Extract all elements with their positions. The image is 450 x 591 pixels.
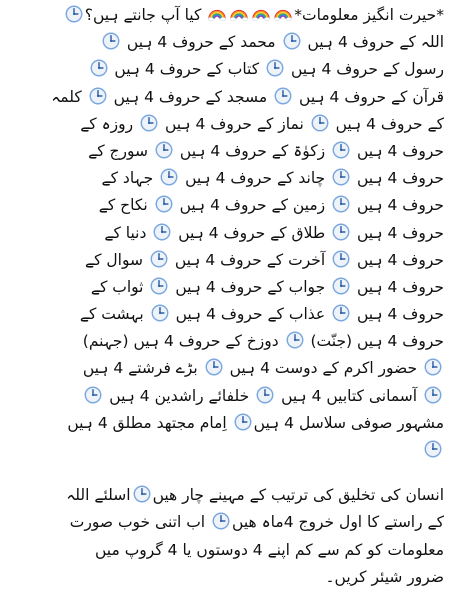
- message-text: نکاح کے: [98, 196, 153, 215]
- clock-icon: [332, 277, 350, 295]
- clock-icon: [283, 32, 301, 50]
- message-text: حضور اکرم کے دوست 4 ہیں: [224, 359, 422, 378]
- message-text: آخرت کے حروف 4 ہیں: [169, 250, 331, 269]
- clock-icon: [155, 141, 173, 159]
- clock-icon: [332, 168, 350, 186]
- clock-icon: [140, 114, 158, 132]
- rainbow-icon: [230, 5, 248, 23]
- message-line: [8, 138, 444, 165]
- message-text: عذاب کے حروف 4 ہیں: [170, 305, 331, 324]
- message-text: مسجد کے حروف 4 ہیں: [108, 87, 273, 106]
- rainbow-icon: [208, 5, 226, 23]
- message-line: [8, 274, 444, 301]
- message-text: اب اتنی خوب صورت: [69, 513, 211, 532]
- message-text: طلاق کے حروف 4 ہیں: [173, 223, 331, 242]
- message-text: آسمانی کتابیں 4 ہیں: [276, 386, 422, 405]
- clock-icon: [424, 386, 442, 404]
- message-text: زکوٰۃ کے حروف 4 ہیں: [174, 141, 331, 160]
- clock-icon: [274, 87, 292, 105]
- clock-icon: [150, 250, 168, 268]
- message-line: [8, 111, 444, 138]
- message-header-line: [8, 2, 444, 29]
- rainbow-icon: [252, 5, 270, 23]
- message-line: [8, 355, 444, 382]
- message-text: چاند کے حروف 4 ہیں: [180, 169, 331, 188]
- message-text: نماز کے حروف 4 ہیں: [160, 114, 309, 133]
- message-line: [8, 56, 444, 83]
- clock-icon: [133, 485, 151, 503]
- message-line: [8, 410, 444, 437]
- message-text: جواب کے حروف 4 ہیں: [170, 277, 331, 296]
- message-text: قرآن کے حروف 4 ہیں: [294, 87, 444, 106]
- message-line: [8, 29, 444, 56]
- message-text: حروف 4 ہیں: [352, 277, 444, 296]
- message-text: کتاب کے حروف 4 ہیں: [109, 60, 265, 79]
- clock-icon: [311, 114, 329, 132]
- message-text: کے حروف 4 ہیں: [330, 114, 444, 133]
- clock-icon: [89, 87, 107, 105]
- message-line: [8, 383, 444, 410]
- clock-icon: [205, 358, 223, 376]
- message-line: [8, 192, 444, 219]
- clock-icon: [160, 168, 178, 186]
- message-text: کلمہ: [51, 87, 87, 106]
- message-footer-line: [8, 537, 444, 564]
- message-footer-line: [8, 564, 444, 591]
- message-text: حروف 4 ہیں: [352, 169, 444, 188]
- message-line: [8, 247, 444, 274]
- clock-icon: [151, 304, 169, 322]
- message-text: حروف 4 ہیں: [352, 250, 444, 269]
- message-text: حروف 4 ہیں: [352, 223, 444, 242]
- message-line: [8, 84, 444, 111]
- message-text: اسلئے اللہ: [66, 486, 131, 505]
- paragraph-gap: [8, 464, 444, 482]
- clock-icon: [332, 304, 350, 322]
- message-text: معلومات کو کم سے کم اپنے 4 دوستوں یا 4 گروپ میں: [95, 540, 444, 559]
- clock-icon: [266, 59, 284, 77]
- clock-icon: [424, 358, 442, 376]
- message-text: انسان کی تخلیق کی ترتیب کے مہینے چار ھیں: [152, 486, 444, 505]
- clock-icon: [332, 250, 350, 268]
- clock-icon: [153, 223, 171, 241]
- message-line: [8, 220, 444, 247]
- message-text: رسول کے حروف 4 ہیں: [286, 60, 444, 79]
- clock-icon: [84, 386, 102, 404]
- message-text: ثواب کے: [90, 277, 149, 296]
- message-header: *حیرت انگیز معلومات*: [294, 6, 444, 24]
- message-text: خلفائے راشدین 4 ہیں: [104, 386, 255, 405]
- message-footer-line: [8, 482, 444, 509]
- message-text: جہاد کے: [101, 169, 159, 188]
- clock-icon: [150, 277, 168, 295]
- message-text: حروف 4 ہیں: [352, 141, 444, 160]
- clock-icon: [424, 440, 442, 458]
- clock-icon: [65, 5, 83, 23]
- message-text: سوال کے: [85, 250, 148, 269]
- clock-icon: [155, 195, 173, 213]
- message-footer-line: [8, 509, 444, 536]
- message-text: بڑے فرشتے 4 ہیں: [82, 359, 203, 378]
- clock-icon: [90, 59, 108, 77]
- message-text: مشہور صوفی سلاسل 4 ہیں: [253, 413, 444, 432]
- message-text: سورج کے: [88, 141, 153, 160]
- message-text: بہشت کے: [79, 305, 149, 324]
- message-line: [8, 437, 444, 464]
- clock-icon: [332, 195, 350, 213]
- message-text: اِمام مجتھد مطلق 4 ہیں: [67, 413, 232, 432]
- clock-icon: [102, 32, 120, 50]
- message-line: [8, 165, 444, 192]
- message-text: حروف 4 ہیں: [352, 305, 444, 324]
- message-text: حروف 4 ہیں (جنّت): [305, 332, 444, 351]
- message-question: کیا آپ جانتے ہیں؟: [84, 6, 207, 24]
- message-text: روزہ کے: [80, 114, 139, 133]
- clock-icon: [212, 512, 230, 530]
- message-text: زمین کے حروف 4 ہیں: [174, 196, 331, 215]
- message-text: دنیا کے: [104, 223, 152, 242]
- rainbow-icon: [274, 5, 292, 23]
- message-text: محمد کے حروف 4 ہیں: [121, 33, 281, 52]
- message-text: کے راستے کا اول خروج 4ماہ ھیں: [232, 513, 444, 532]
- message-text: اللہ کے حروف 4 ہیں: [302, 33, 444, 52]
- message-text: ضرور شیئر کریں۔: [325, 567, 444, 586]
- clock-icon: [286, 331, 304, 349]
- message-line: [8, 301, 444, 328]
- message-line: [8, 328, 444, 355]
- clock-icon: [234, 413, 252, 431]
- clock-icon: [256, 386, 274, 404]
- message-text: حروف 4 ہیں: [352, 196, 444, 215]
- message-text: دوزخ کے حروف 4 ہیں (جہنم): [82, 332, 284, 351]
- clock-icon: [332, 141, 350, 159]
- clock-icon: [332, 223, 350, 241]
